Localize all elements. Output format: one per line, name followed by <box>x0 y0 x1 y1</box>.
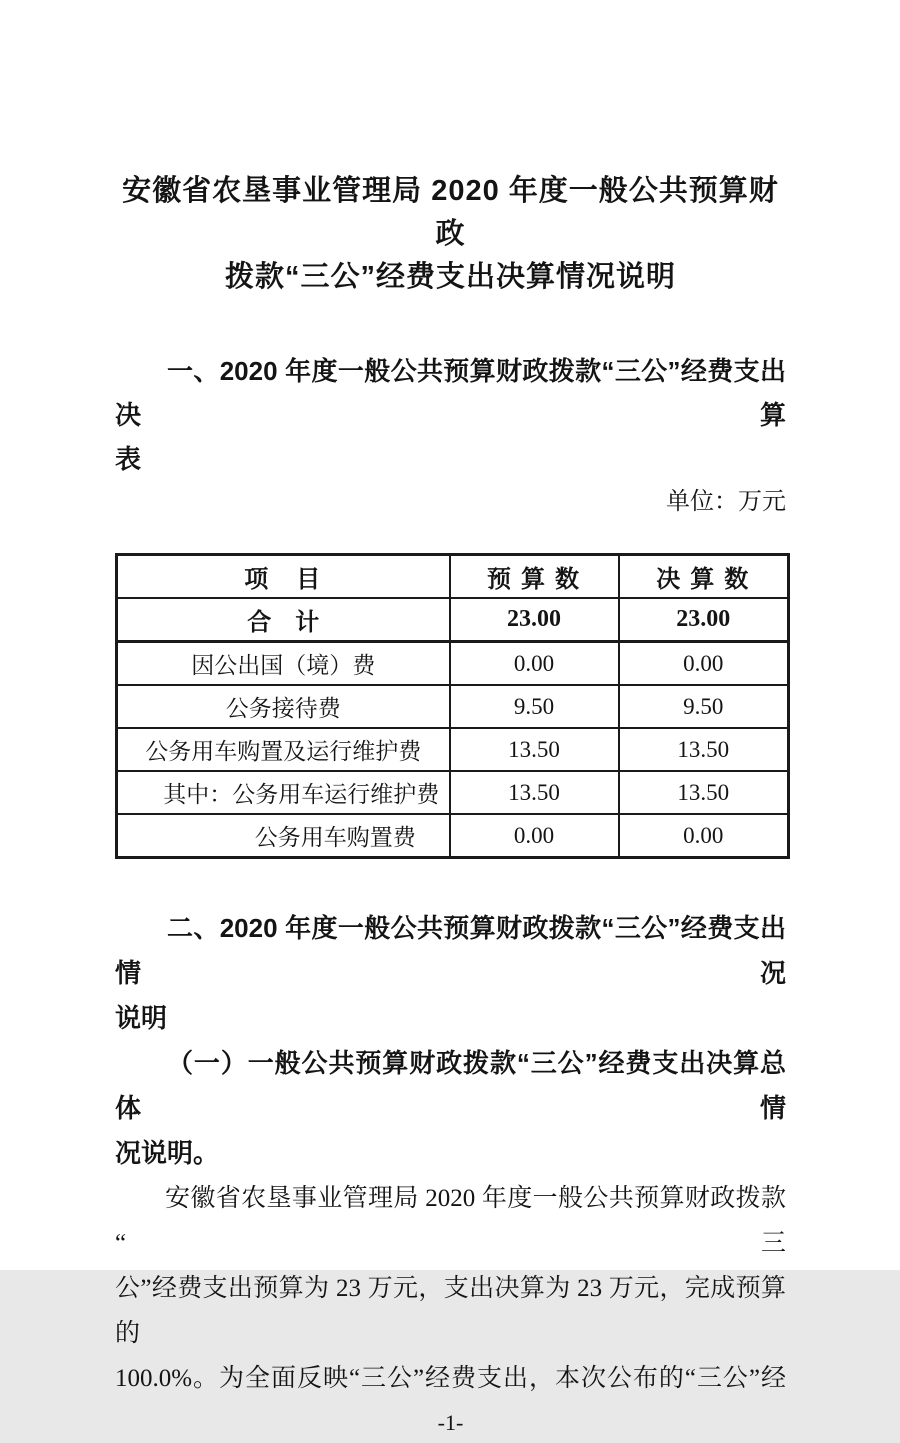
section-1-heading-line-2: 表 <box>115 444 142 474</box>
section-1-heading <box>115 349 786 481</box>
table-row <box>117 642 789 686</box>
row-item-label: 公务接待费 <box>117 685 450 728</box>
row-budget-value: 9.50 <box>450 685 619 728</box>
subsection-1-heading-line-2: 况说明。 <box>115 1138 220 1168</box>
row-final-value: 23.00 <box>619 598 789 642</box>
row-budget-value: 23.00 <box>450 598 619 642</box>
expense-table <box>115 553 790 859</box>
row-budget-value: 0.00 <box>450 642 619 686</box>
unit-label: 单位：万元 <box>666 489 786 515</box>
section-2-heading-line-2: 说明 <box>115 1003 168 1033</box>
paragraph-line-3: 100.0%。为全面反映“三公”经费支出，本次公布的“三公”经 <box>115 1365 786 1392</box>
narrative-section <box>115 906 786 1401</box>
section-2-heading-line-1: 二、2020 年度一般公共预算财政拨款“三公”经费支出情况 <box>115 913 786 988</box>
row-final-value: 0.00 <box>619 642 789 686</box>
column-header-item: 项 目 <box>117 555 450 599</box>
row-item-label: 合 计 <box>117 598 450 642</box>
title-line-1: 安徽省农垦事业管理局 2020 年度一般公共预算财政 <box>122 175 779 250</box>
paragraph-line-1: 安徽省农垦事业管理局 2020 年度一般公共预算财政拨款“三 <box>115 1185 786 1257</box>
document-title <box>115 0 786 299</box>
column-header-budget: 预 算 数 <box>450 555 619 599</box>
section-1-heading-line-1: 一、2020 年度一般公共预算财政拨款“三公”经费支出决算 <box>115 356 786 430</box>
row-final-value: 13.50 <box>619 771 789 814</box>
table-header-row <box>117 555 789 599</box>
row-final-value: 9.50 <box>619 685 789 728</box>
subsection-1-heading-line-1: （一）一般公共预算财政拨款“三公”经费支出决算总体情 <box>115 1048 786 1123</box>
row-item-label: 因公出国（境）费 <box>117 642 450 686</box>
row-item-label: 其中：公务用车运行维护费 <box>117 771 450 814</box>
row-final-value: 0.00 <box>619 814 789 858</box>
title-line-2: 拨款“三公”经费支出决算情况说明 <box>224 261 676 293</box>
row-budget-value: 0.00 <box>450 814 619 858</box>
row-item-label: 公务用车购置及运行维护费 <box>117 728 450 771</box>
row-final-value: 13.50 <box>619 728 789 771</box>
table-row <box>117 685 789 728</box>
row-budget-value: 13.50 <box>450 728 619 771</box>
paragraph-line-2: 公”经费支出预算为 23 万元，支出决算为 23 万元，完成预算的 <box>115 1275 786 1347</box>
table-row <box>117 728 789 771</box>
page-number: -1- <box>437 1410 464 1435</box>
row-item-label: 公务用车购置费 <box>117 814 450 858</box>
table-row <box>117 771 789 814</box>
table-row <box>117 814 789 858</box>
table-row-total <box>117 598 789 642</box>
row-budget-value: 13.50 <box>450 771 619 814</box>
column-header-final: 决 算 数 <box>619 555 789 599</box>
